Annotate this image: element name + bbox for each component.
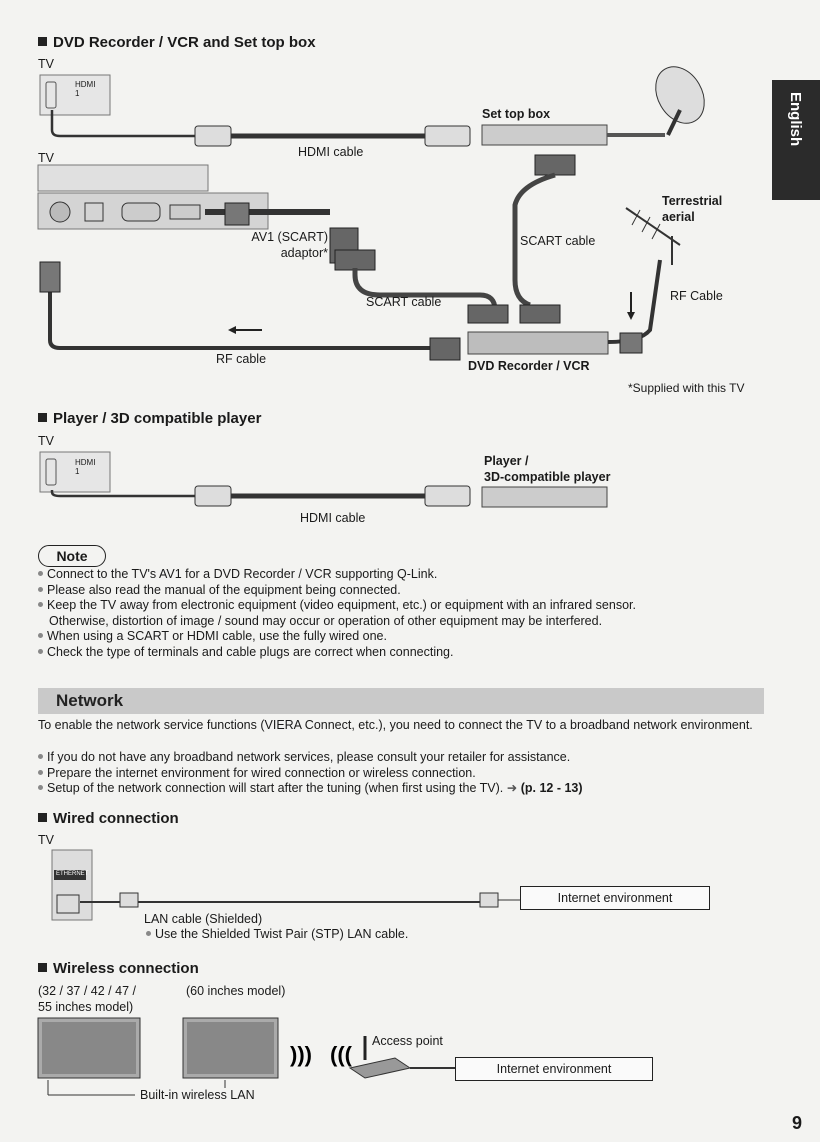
rf-cable-label-right: RF Cable: [670, 289, 723, 303]
set-top-box-label: Set top box: [482, 107, 551, 121]
access-point-label: Access point: [372, 1034, 443, 1048]
player-label: Player / 3D-compatible player: [484, 454, 611, 484]
tv-label-3: TV: [38, 434, 54, 448]
note-item: Check the type of terminals and cable plugs are correct when connecting.: [38, 645, 778, 661]
set-top-box: [482, 125, 607, 145]
hdmi-cable-label: HDMI cable: [298, 145, 364, 159]
section-heading-player: Player / 3D compatible player: [38, 410, 261, 427]
note-item: Connect to the TV's AV1 for a DVD Recorder / VCR supporting Q-Link.: [38, 567, 778, 583]
page-number: 9: [791, 1113, 802, 1133]
internet-environment-box: Internet environment: [520, 886, 710, 910]
tv-av-panel: [38, 165, 208, 191]
builtin-lan-label: Built-in wireless LAN: [140, 1088, 255, 1102]
network-title: Network: [56, 691, 124, 710]
model-b-label: (60 inches model): [186, 984, 286, 998]
note-badge: Note: [38, 545, 106, 567]
network-intro: To enable the network service functions (VIERA Connect, etc.), you need to connect the TV to a broadband network environment.: [38, 718, 753, 732]
wireless-heading: Wireless connection: [38, 960, 199, 977]
svg-text:))): ))): [290, 1042, 312, 1067]
note-item: When using a SCART or HDMI cable, use the fully wired one.: [38, 629, 778, 645]
access-point: [350, 1058, 410, 1078]
scart-cable-label-bottom: SCART cable: [366, 295, 442, 309]
hdmi-port-label: HDMI 1: [75, 80, 96, 98]
note-list: [38, 567, 778, 660]
page-ref-link[interactable]: (p. 12 - 13): [520, 781, 583, 795]
wired-heading: Wired connection: [38, 810, 179, 827]
hdmi-cable-label-2: HDMI cable: [300, 511, 366, 525]
lan-cable-label: LAN cable (Shielded): [144, 912, 263, 926]
hdmi-port-label-2: HDMI 1: [75, 458, 96, 476]
internet-environment-box-2: Internet environment: [455, 1057, 653, 1081]
blu-ray-player: [482, 487, 607, 507]
note-item: Keep the TV away from electronic equipment (video equipment, etc.) or equipment with an infrared sensor.: [38, 598, 778, 614]
terrestrial-aerial-label: Terrestrial aerial: [662, 194, 723, 224]
note-item-cont: Otherwise, distortion of image / sound may occur or operation of other equipment may be interfered.: [49, 613, 603, 628]
section-heading-dvd: DVD Recorder / VCR and Set top box: [38, 34, 316, 51]
scart-cable-label-top: SCART cable: [520, 234, 596, 248]
note-item: Please also read the manual of the equipment being connected.: [38, 583, 778, 599]
dvd-recorder-label: DVD Recorder / VCR: [468, 359, 590, 373]
network-heading-bar: [38, 688, 764, 714]
tv-label: TV: [38, 57, 54, 71]
network-bullets: If you do not have any broadband network services, please consult your retailer for assistance. Prepare the internet environment for wired connection or wireless connection. Setup of the network connection will start after the tuning (when first using the TV). ➜ (p. 12 - 13): [38, 750, 778, 797]
av1-adaptor-label: AV1 (SCART) adaptor*: [251, 230, 328, 260]
tv-label-2: TV: [38, 151, 54, 165]
language-tab-label: English: [787, 92, 804, 147]
satellite-dish: [646, 58, 714, 132]
svg-text:(((: (((: [330, 1042, 352, 1067]
model-a-label: (32 / 37 / 42 / 47 / 55 inches model): [38, 984, 136, 1014]
supplied-note: *Supplied with this TV: [628, 381, 745, 395]
rf-cable-label-left: RF cable: [216, 352, 267, 366]
tv-label-4: TV: [38, 833, 54, 847]
dvd-recorder: [468, 332, 608, 354]
lan-cable-note: Use the Shielded Twist Pair (STP) LAN cable.: [146, 927, 408, 943]
ethernet-label: ETHERNET: [56, 871, 89, 877]
